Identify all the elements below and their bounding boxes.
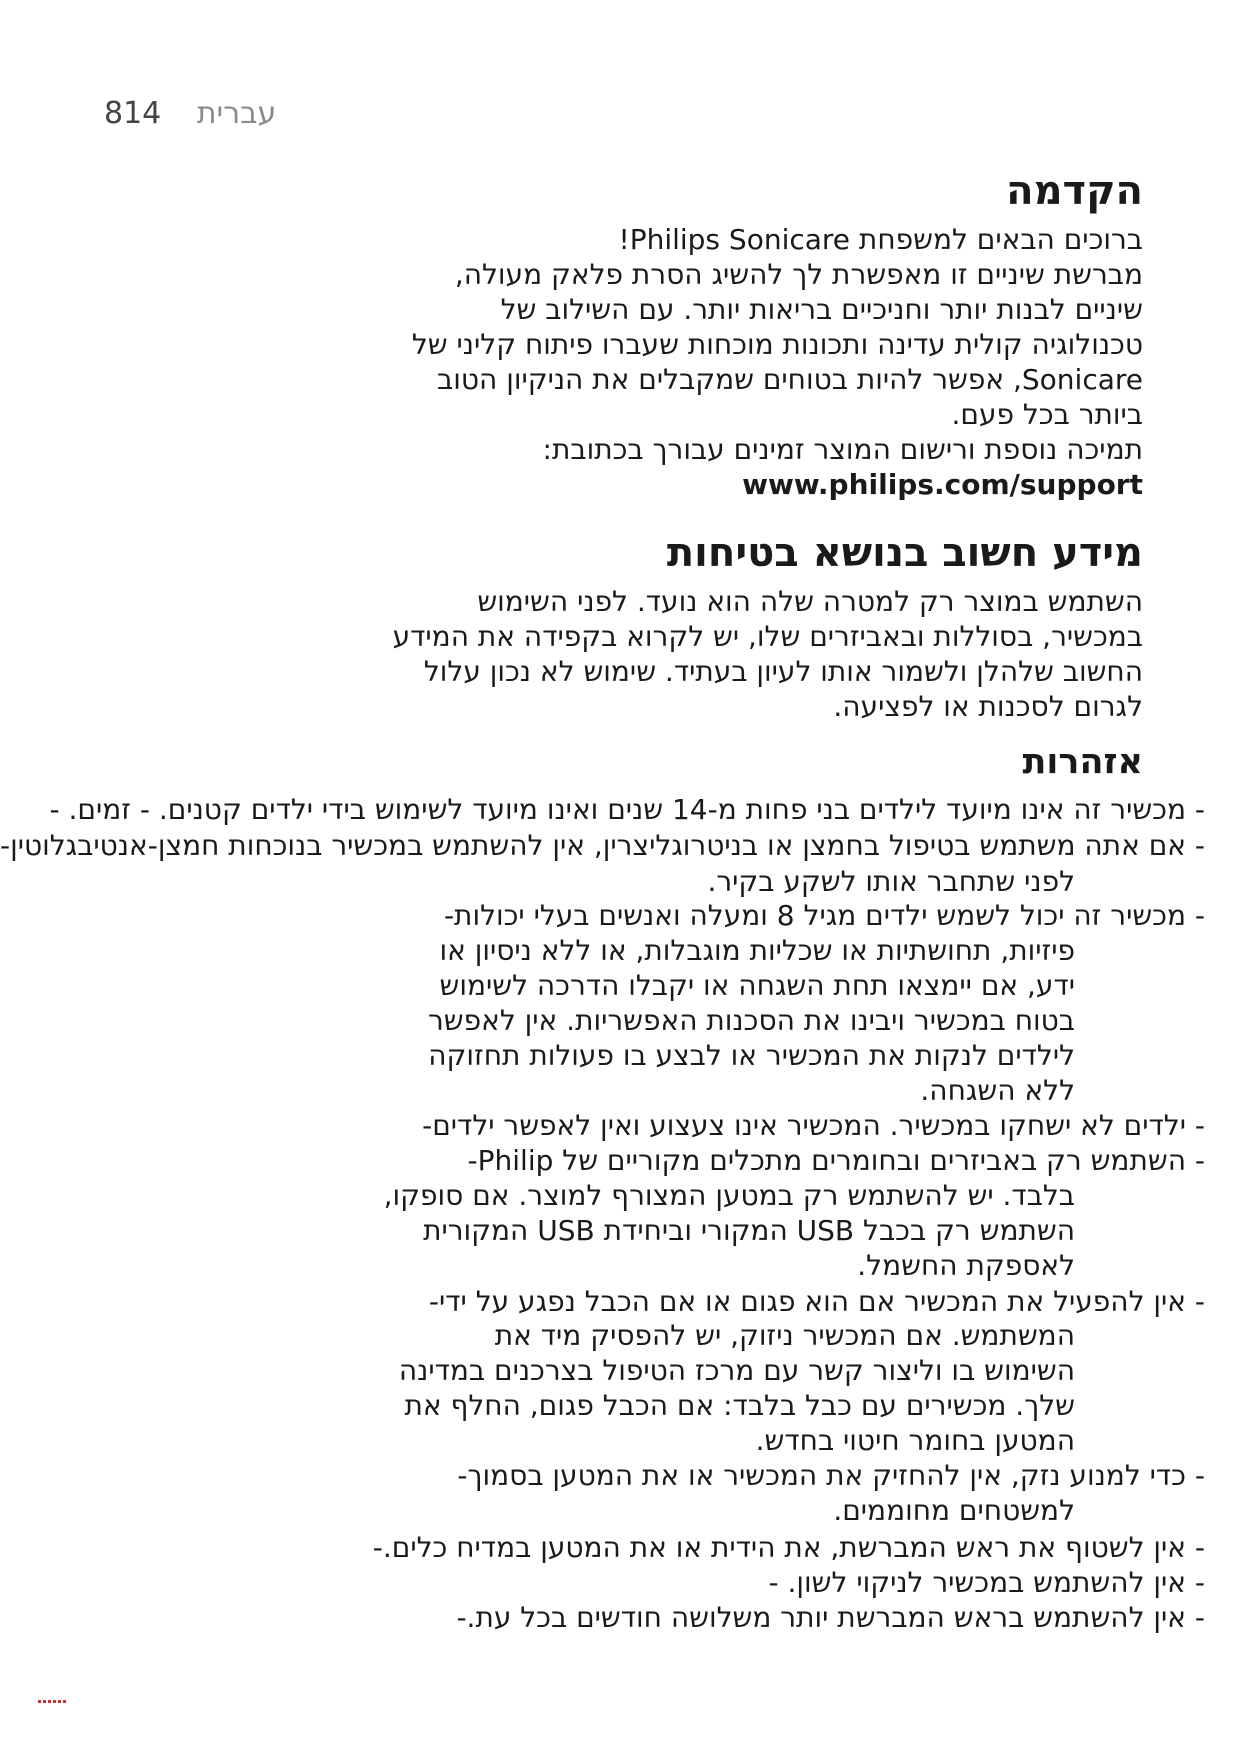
warning-fragment: - אין להשתמש בראש המברשת יותר משלושה חודשים בכל עת.- (456, 1601, 1205, 1634)
warning-line: המשתמש. אם המכשיר ניזוק, יש להפסיק מיד את (494, 1319, 1075, 1352)
warning-line: ידע, אם יימצאו תחת השגחה או יקבלו הדרכה לשימוש (439, 969, 1075, 1002)
warning-fragment: - אין להשתמש במכשיר לניקוי לשון. - (768, 1566, 1205, 1599)
warning-line: פיזיות, תחושתיות או שכליות מוגבלות, או ללא ניסיון או (439, 934, 1075, 967)
warning-line: השימוש בו וליצור קשר עם מרכז הטיפול בצרכנים במדינה (398, 1354, 1075, 1387)
intro-line: תמיכה נוספת ורישום המוצר זמינים עבורך בכתובת: (542, 433, 1143, 466)
safety-body (393, 584, 1143, 724)
intro-body (412, 222, 1143, 502)
warning-line: לפני שתחבר אותו לשקע בקיר. (707, 865, 1075, 898)
warning-fragment: - מכשיר זה יכול לשמש ילדים מגיל 8 ומעלה ואנשים בעלי יכולות- (443, 899, 1205, 932)
warning-line: למשטחים מחוממים. (833, 1494, 1075, 1527)
safety-line: במכשיר, בסוללות ובאביזרים שלו, יש לקרוא בקפידה את המידע (392, 620, 1143, 653)
warning-fragment: - כדי למנוע נזק, אין להחזיק את המכשיר או את המטען בסמוך- (457, 1459, 1205, 1492)
intro-line: ברוכים הבאים למשפחת Philips Sonicare! (618, 223, 1143, 256)
print-crop-mark (38, 1700, 68, 1703)
safety-line: השתמש במוצר רק למטרה שלה הוא נועד. לפני השימוש (477, 585, 1143, 618)
warning-continuation (428, 933, 1075, 1108)
warnings-title: אזהרות (1022, 742, 1143, 782)
warning-continuation (384, 1178, 1075, 1283)
warning-line: המטען בחומר חיטוי בחדש. (755, 1424, 1075, 1457)
warning-fragment: - השתמש רק באביזרים ובחומרים מתכלים מקוריים של Philip- (467, 1144, 1205, 1177)
language-label: עברית (196, 96, 277, 131)
warning-line: שלך. מכשירים עם כבל בלבד: אם הכבל פגום, החלף את (404, 1389, 1075, 1422)
warning-continuation (707, 864, 1075, 899)
safety-line: לגרום לסכנות או לפציעה. (833, 690, 1143, 723)
page-header (104, 96, 276, 131)
warning-fragment: - אם אתה משתמש בטיפול בחמצן או בניטרוגליצרין, אין להשתמש במכשיר בנוכחות חמצן-אנטיבגלוטין- (0, 829, 1205, 862)
intro-line: Sonicare, אפשר להיות בטוחים שמקבלים את הניקיון הטוב (437, 363, 1143, 396)
intro-line: טכנולוגיה קולית עדינה ותכונות מוכחות שעברו פיתוח קליני של (411, 328, 1143, 361)
warning-fragment: - ילדים לא ישחקו במכשיר. המכשיר אינו צעצוע ואין לאפשר ילדים- (422, 1109, 1205, 1142)
page-number: 814 (104, 96, 162, 131)
intro-line: מברשת שיניים זו מאפשרת לך להשיג הסרת פלאק מעולה, (454, 258, 1143, 291)
warning-line: השתמש רק בכבל USB המקורי וביחידת USB המקורית (423, 1214, 1075, 1247)
intro-line: ביותר בכל פעם. (951, 398, 1143, 431)
warning-line: ללא השגחה. (920, 1074, 1075, 1107)
safety-title: מידע חשוב בנושא בטיחות (666, 530, 1143, 576)
support-url: www.philips.com/support (742, 468, 1143, 501)
intro-title: הקדמה (1006, 168, 1143, 214)
warning-continuation (399, 1318, 1075, 1458)
warning-fragment: - אין להפעיל את המכשיר אם הוא פגום או אם הכבל נפגע על ידי- (428, 1285, 1205, 1318)
warning-fragment: - אין לשטוף את ראש המברשת, את הידית או את המטען במדיח כלים.- (372, 1531, 1205, 1564)
warning-line: בטוח במכשיר ויבינו את הסכנות האפשריות. אין לאפשר (428, 1004, 1075, 1037)
intro-line: שיניים לבנות יותר וחניכיים בריאות יותר. עם השילוב של (500, 293, 1143, 326)
warning-fragment: - מכשיר זה אינו מיועד לילדים בני פחות מ-14 שנים ואינו מיועד לשימוש בידי ילדים קטנים. - זמים. - (49, 793, 1205, 826)
warning-continuation (833, 1493, 1075, 1528)
safety-line: החשוב שלהלן ולשמור אותו לעיון בעתיד. שימוש לא נכון עלול (423, 655, 1143, 688)
warning-line: לאספקת החשמל. (857, 1249, 1075, 1282)
warning-line: לילדים לנקות את המכשיר או לבצע בו פעולות תחזוקה (428, 1039, 1075, 1072)
warning-line: בלבד. יש להשתמש רק במטען המצורף למוצר. אם סופקו, (383, 1179, 1075, 1212)
